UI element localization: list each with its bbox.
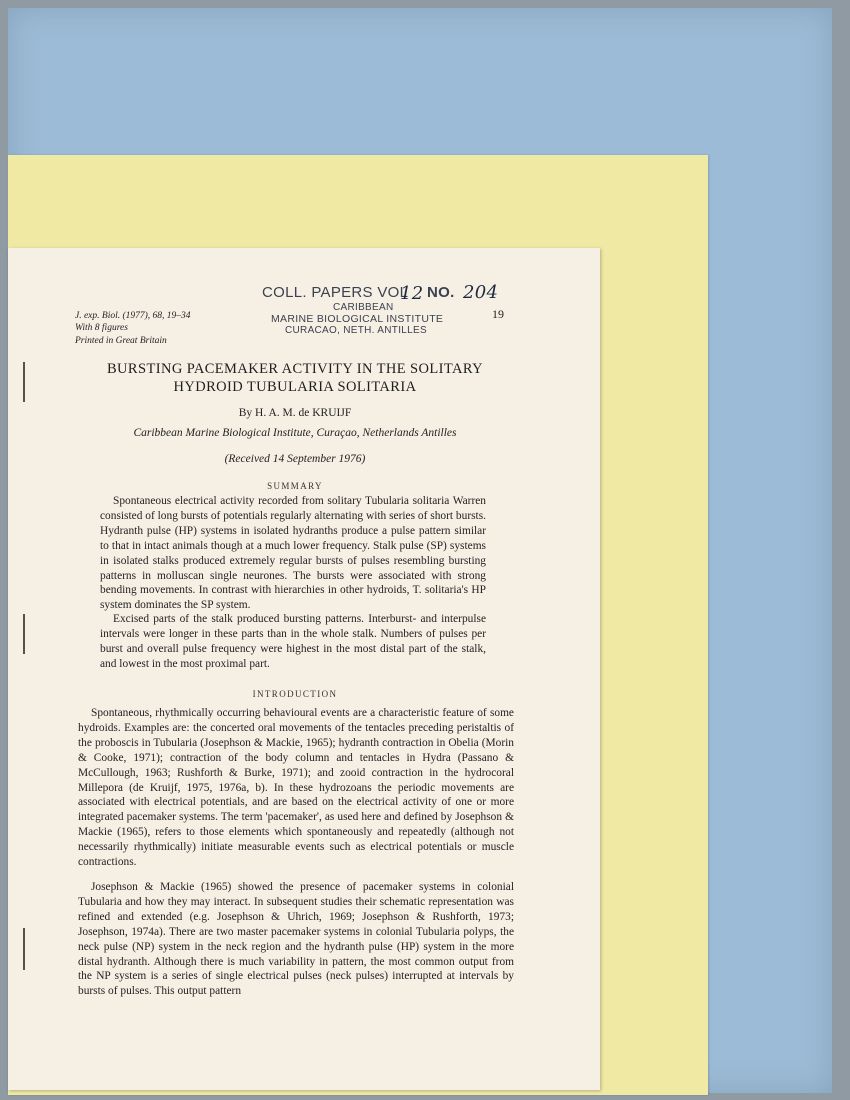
- article-affiliation: Caribbean Marine Biological Institute, Curaçao, Netherlands Antilles: [133, 427, 457, 439]
- article-author: By H. A. M. de KRUIJF: [238, 407, 352, 419]
- page-number: 19: [492, 307, 504, 321]
- staple-mark: [23, 614, 25, 654]
- introduction-heading: INTRODUCTION: [252, 689, 338, 699]
- introduction-paragraph-1: Spontaneous, rhythmically occurring behavioural events are a characteristic feature of some hydroids. Examples are: the concerted oral movements of the tentacles preceding peristaltis of the proboscis in Tubularia (Josephson & Mackie, 1965); hydranth contraction in Obelia (Morin & Cooke, 1971); contraction of the body column and tentacles in Hydra (Passano & McCullough, 1963; Rushforth & Burke, 1971); and zooid contraction in the hydrocoral Millepora (de Kruijf, 1975, 1976a, b). In these hydrozoans the periodic movements are associated with electrical potentials, and are based on the electrical activity of one or more integrated pacemaker systems. The term 'pacemaker', as used here and defined by Josephson & Mackie (1965), refers to those elements which spontaneously and repeatedly (although not necessarily rhythmically) initiate measurable events such as electrical potentials or muscle contractions.: [78, 707, 514, 869]
- summary-paragraph-1: Spontaneous electrical activity recorded from solitary Tubularia solitaria Warren consisted of long bursts of potentials regularly alternating with series of short bursts. Hydranth pulse (HP) systems in isolated hydranths produce a pulse pattern similar to that in intact animals though at a much lower frequency. Stalk pulse (SP) systems in isolated stalks produced extremely regular bursts of pulses resembling bursting patterns in molluscan single neurones. The bursts were associated with strong bending movements. In contrast with hierarchies in other hydroids, T. solitaria's HP system dominates the SP system.: [100, 495, 486, 612]
- stamp-volume-handwritten: 12: [400, 283, 424, 304]
- article-title-line1: BURSTING PACEMAKER ACTIVITY IN THE SOLITARY: [106, 361, 483, 377]
- stamp-line-location: CURACAO, NETH. ANTILLES: [285, 325, 427, 336]
- stamp-coll-papers: COLL. PAPERS VOL: [262, 284, 409, 301]
- stamp-line-institute: MARINE BIOLOGICAL INSTITUTE: [271, 313, 444, 325]
- article-received: (Received 14 September 1976): [224, 453, 366, 465]
- stamp-number-handwritten: 204: [463, 282, 499, 303]
- summary-paragraph-2: Excised parts of the stalk produced bursting patterns. Interburst- and interpulse intervals were longer in these parts than in the whole stalk. Numbers of pulses per burst and overall pulse frequency were highest in the most distal part of the stalk, and lowest in the most proximal part.: [100, 613, 486, 670]
- stamp-no-label: NO.: [427, 284, 455, 301]
- journal-figures: With 8 figures: [75, 323, 128, 333]
- journal-printed: Printed in Great Britain: [75, 336, 167, 346]
- article-title-line2: HYDROID TUBULARIA SOLITARIA: [173, 379, 417, 395]
- introduction-paragraph-2: Josephson & Mackie (1965) showed the presence of pacemaker systems in colonial Tubularia and how they may interact. In subsequent studies their schematic representation was refined and extended (e.g. Josephson & Uhrich, 1969; Josephson & Rushforth, 1973; Josephson, 1974a). There are two master pacemaker systems in colonial Tubularia polyps, the neck pulse (NP) system in the neck region and the hydranth pulse (HP) system in the more distal hydranth. Although there is much variability in pattern, the most common output from the NP system is a series of single electrical pulses (neck pulses) interrupted at intervals by bursts of pulses. This output pattern: [78, 881, 514, 998]
- summary-heading: SUMMARY: [267, 481, 323, 491]
- staple-mark: [23, 928, 25, 970]
- journal-citation: J. exp. Biol. (1977), 68, 19–34: [75, 311, 191, 321]
- staple-mark: [23, 362, 25, 402]
- stamp-line-caribbean: CARIBBEAN: [333, 302, 394, 313]
